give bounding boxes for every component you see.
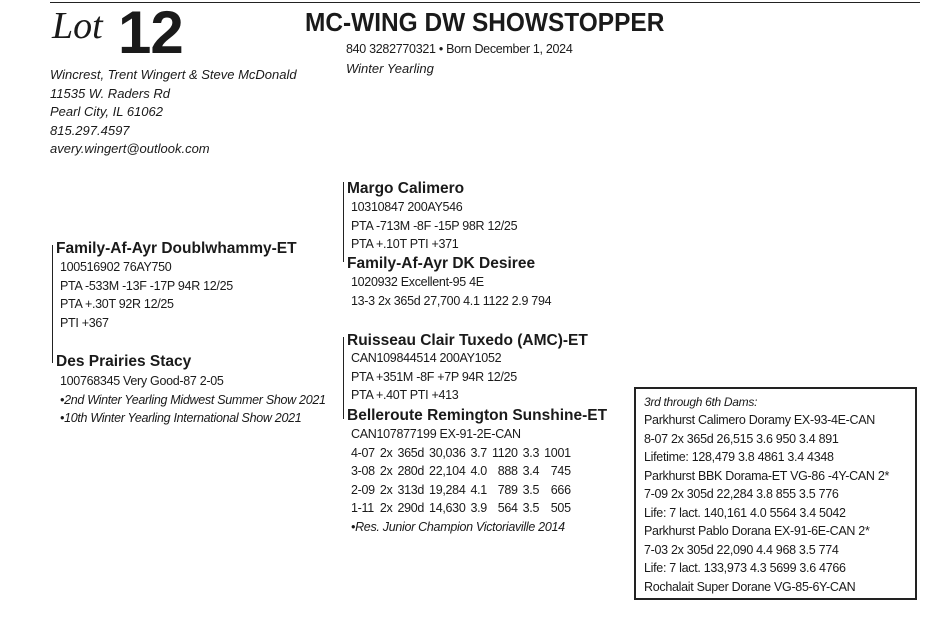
record-cell: 1120: [491, 445, 518, 460]
dam-dam-award: •Res. Junior Champion Victoriaville 2014: [351, 519, 565, 534]
lot-number: 12: [118, 0, 183, 66]
record-cell: 888: [497, 464, 518, 478]
dam-sire-line: CAN109844514 200AY1052: [351, 351, 502, 365]
dam-sire-bracket: [343, 337, 344, 419]
record-cell: 4.1: [470, 482, 487, 497]
record-cell: 280d: [397, 464, 425, 478]
dam-sire-info: [351, 349, 517, 405]
record-cell: 3.7: [470, 445, 487, 460]
record-cell: 4-07: [351, 445, 375, 460]
dam-sire-line: PTA +.40T PTI +413: [351, 388, 459, 402]
record-row: [351, 481, 576, 500]
dams-box-line: Rochalait Super Dorane VG-85-6Y-CAN: [644, 579, 856, 594]
owner-city: Pearl City, IL 61062: [50, 104, 163, 119]
dam-sire-name: Ruisseau Clair Tuxedo (AMC)-ET: [347, 332, 588, 349]
dam-dam-line: CAN107877199 EX-91-2E-CAN: [351, 427, 521, 441]
sire-sire-name: Margo Calimero: [347, 180, 465, 197]
dam-line: 100768345 Very Good-87 2-05: [60, 374, 224, 388]
record-cell: 2x: [379, 464, 393, 478]
dams-box-line: Life: 7 lact. 133,973 4.3 5699 3.6 4766: [644, 561, 846, 575]
dam-award: •10th Winter Yearling International Show 2021: [60, 411, 302, 425]
dams-box-line: Life: 7 lact. 140,161 4.0 5564 3.4 5042: [644, 505, 846, 520]
owner-block: [50, 66, 297, 159]
record-cell: 1001: [544, 445, 571, 460]
record-cell: 2x: [379, 501, 393, 515]
sire-dam-info: [351, 273, 551, 310]
record-cell: 3.4: [522, 464, 540, 478]
show-class: Winter Yearling: [346, 61, 434, 76]
dam-sire-line: PTA +351M -8F +7P 94R 12/25: [351, 369, 517, 384]
dams-box-line: Parkhurst BBK Dorama-ET VG-86 -4Y-CAN 2*: [644, 468, 890, 483]
sire-bracket: [52, 245, 53, 363]
record-cell: 666: [550, 482, 571, 497]
sire-line: 100516902 76AY750: [60, 260, 172, 274]
record-row: [351, 499, 576, 518]
record-cell: 365d: [397, 445, 425, 460]
sire-line: PTI +367: [60, 315, 109, 330]
record-cell: 3-08: [351, 464, 375, 478]
dam-dam-name: Belleroute Remington Sunshine-ET: [347, 407, 608, 424]
sire-dam-name: Family-Af-Ayr DK Desiree: [347, 255, 536, 272]
ancestral-dams-box: [634, 387, 917, 600]
sire-line: PTA -533M -13F -17P 94R 12/25: [60, 278, 233, 293]
record-row: [351, 462, 576, 481]
record-row: [351, 444, 576, 463]
sire-dam-line: 13-3 2x 365d 27,700 4.1 1122 2.9 794: [351, 293, 552, 308]
record-cell: 2-09: [351, 482, 375, 497]
record-cell: 3.5: [522, 482, 540, 497]
sire-sire-line: PTA -713M -8F -15P 98R 12/25: [351, 218, 518, 233]
record-cell: 3.5: [522, 501, 540, 515]
sire-sire-line: 10310847 200AY546: [351, 200, 463, 214]
dam-dam-info: [351, 425, 576, 536]
dam-info: [60, 372, 326, 428]
registration-birth: 840 3282770321 • Born December 1, 2024: [346, 42, 573, 56]
record-cell: 14,630: [429, 501, 466, 515]
owner-street: 11535 W. Raders Rd: [50, 85, 170, 101]
record-cell: 745: [550, 464, 571, 478]
record-cell: 2x: [379, 482, 393, 497]
record-cell: 3.9: [470, 501, 487, 515]
record-cell: 313d: [397, 482, 425, 497]
sire-info: [60, 258, 233, 332]
dams-box-header: 3rd through 6th Dams:: [644, 395, 758, 409]
sire-sire-bracket: [343, 182, 344, 262]
sire-sire-line: PTA +.10T PTI +371: [351, 237, 459, 251]
dams-box-line: 8-07 2x 365d 26,515 3.6 950 3.4 891: [644, 431, 839, 446]
record-cell: 789: [497, 482, 518, 497]
record-cell: 2x: [379, 445, 393, 460]
dams-box-line: Parkhurst Pablo Dorana EX-91-6E-CAN 2*: [644, 524, 870, 538]
record-cell: 30,036: [429, 445, 466, 460]
dam-award: •2nd Winter Yearling Midwest Summer Show 2021: [60, 392, 326, 407]
owner-phone: 815.297.4597: [50, 122, 130, 138]
record-cell: 3.3: [522, 445, 540, 460]
sire-line: PTA +.30T 92R 12/25: [60, 297, 174, 311]
dams-box-line: Lifetime: 128,479 3.8 4861 3.4 4348: [644, 450, 834, 464]
record-cell: 4.0: [470, 464, 487, 478]
dams-box-line: Parkhurst Calimero Doramy EX-93-4E-CAN: [644, 413, 876, 427]
lot-label: Lot: [52, 5, 103, 47]
dams-box-line: 7-09 2x 305d 22,284 3.8 855 3.5 776: [644, 487, 839, 501]
dam-name: Des Prairies Stacy: [56, 353, 192, 370]
animal-name: MC-WING DW SHOWSTOPPER: [305, 7, 665, 37]
record-cell: 19,284: [429, 482, 466, 497]
dams-box-line: 7-03 2x 305d 22,090 4.4 968 3.5 774: [644, 542, 839, 557]
production-records-table: [351, 444, 576, 518]
sire-sire-info: [351, 198, 517, 254]
record-cell: 564: [497, 501, 518, 515]
record-cell: 1-11: [351, 501, 374, 515]
record-cell: 22,104: [429, 464, 466, 478]
owner-email[interactable]: avery.wingert@outlook.com: [50, 141, 210, 156]
sire-name: Family-Af-Ayr Doublwhammy-ET: [56, 240, 297, 257]
record-cell: 290d: [397, 501, 425, 515]
owner-names: Wincrest, Trent Wingert & Steve McDonald: [50, 67, 297, 82]
record-cell: 505: [550, 501, 571, 515]
sire-dam-line: 1020932 Excellent-95 4E: [351, 275, 484, 289]
